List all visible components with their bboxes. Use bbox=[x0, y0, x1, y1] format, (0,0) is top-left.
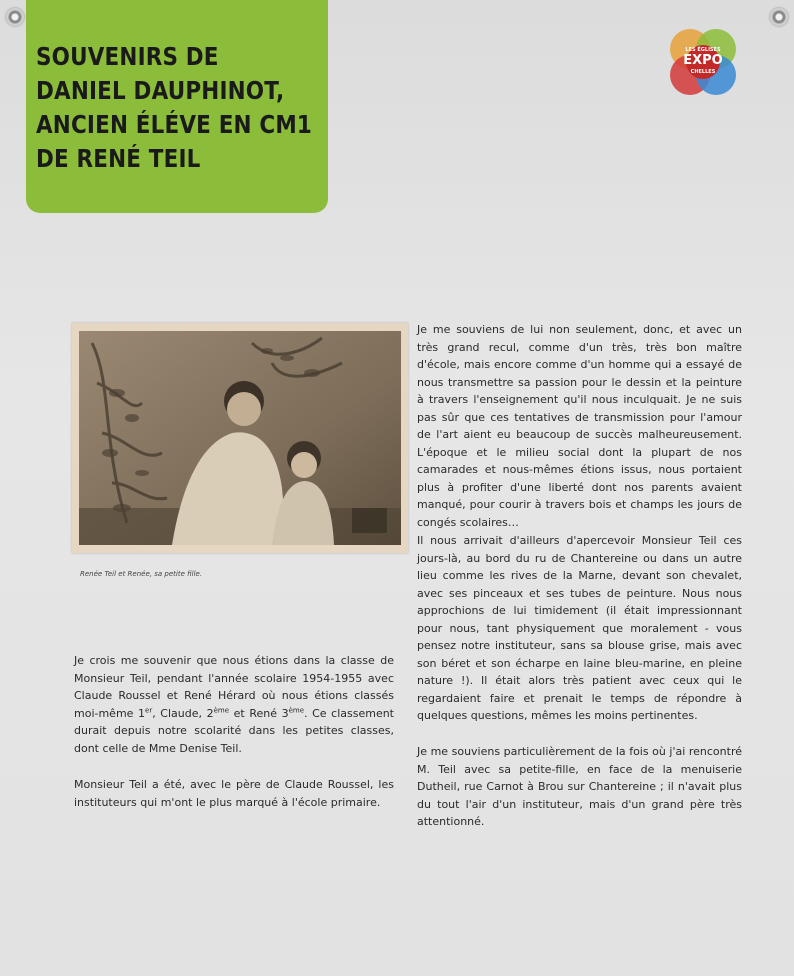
left-p1-text-b: , Claude, 2 bbox=[152, 706, 214, 720]
left-p1-text-c: et René 3 bbox=[229, 706, 289, 720]
title-line-3: ANCIEN ÉLÉVE EN CM1 bbox=[36, 110, 313, 139]
logo-top-text: LES ÉGLISES bbox=[685, 47, 721, 53]
grommet-left bbox=[6, 8, 24, 26]
sup-first: er bbox=[145, 705, 153, 714]
left-paragraph-2: Monsieur Teil a été, avec le père de Claude Roussel, les instituteurs qui m'ont le plus marqué à l'école primaire. bbox=[74, 778, 394, 809]
right-paragraph-3: Je me souviens particulièrement de la fois où j'ai rencontré M. Teil avec sa petite-fille, en face de la menuiserie Dutheil, rue Carnot à Brou sur Chantereine ; il n'avait plus du tout l'air d'un instituteur, mais d'un grand père très attentionné. bbox=[417, 745, 742, 828]
left-paragraph-1 bbox=[74, 652, 394, 757]
logo-main-text: EXPO bbox=[683, 53, 723, 68]
title-line-1: SOUVENIRS DE bbox=[36, 42, 219, 71]
sup-third: ème bbox=[288, 705, 305, 714]
vintage-photo bbox=[72, 323, 408, 553]
title-banner bbox=[26, 0, 328, 213]
logo-bottom-text: CHELLES bbox=[690, 69, 716, 75]
sup-second: ème bbox=[213, 705, 230, 714]
right-paragraph-2: Il nous arrivait d'ailleurs d'apercevoir Monsieur Teil ces jours-là, au bord du ru de Chantereine ou dans un autre lieu comme les rives de la Marne, devant son chevalet, avec ses pinceaux et ses tubes de peinture. Nous nous approchions de lui timidement (il était impressionnant pour nous, tant physiquement que moralement - vous pensez notre instituteur, sans sa blouse grise, mais avec son béret et son écharpe en laine bleu-marine, en pleine nature !). Il était alors très patient avec ceux qui le regardaient faire et prenait le temps de répondre à quelques questions, mêmes les moins pertinentes. bbox=[417, 534, 742, 722]
photo-frame bbox=[72, 323, 408, 553]
left-p1-text-d: . Ce classement durait depuis notre scolarité dans les petites classes, dont celle de Mme Denise Teil. bbox=[74, 706, 394, 755]
title-line-2: DANIEL DAUPHINOT, bbox=[36, 76, 285, 105]
grommet-right bbox=[770, 8, 788, 26]
title-line-4: DE RENÉ TEIL bbox=[36, 144, 201, 173]
expo-logo bbox=[668, 27, 738, 97]
left-p1-text-a: Je crois me souvenir que nous étions dans la classe de Monsieur Teil, pendant l'année scolaire 1954-1955 avec Claude Roussel et René Hérard où nous étions classés moi-même 1 bbox=[74, 654, 394, 720]
right-paragraph-1: Je me souviens de lui non seulement, donc, et avec un très grand recul, comme d'un très, très bon maître d'école, mais encore comme d'un homme qui a essayé de nous transmettre sa passion pour le dessin et la peinture à travers l'enseignement qu'il nous inculquait. Je ne suis pas sûr que ces tentatives de transmission pour l'amour de l'art aient eu beaucoup de succès malheureusement. L'époque et le milieu social dont la plupart de nos camarades et nous-mêmes étions issus, nous portaient plus à profiter d'une liberté dont nos parents avaient manqué, pour courir à travers bois et champs les jours de congés scolaires… bbox=[417, 323, 742, 529]
photo-caption: Renée Teil et Renée, sa petite fille. bbox=[80, 570, 203, 578]
